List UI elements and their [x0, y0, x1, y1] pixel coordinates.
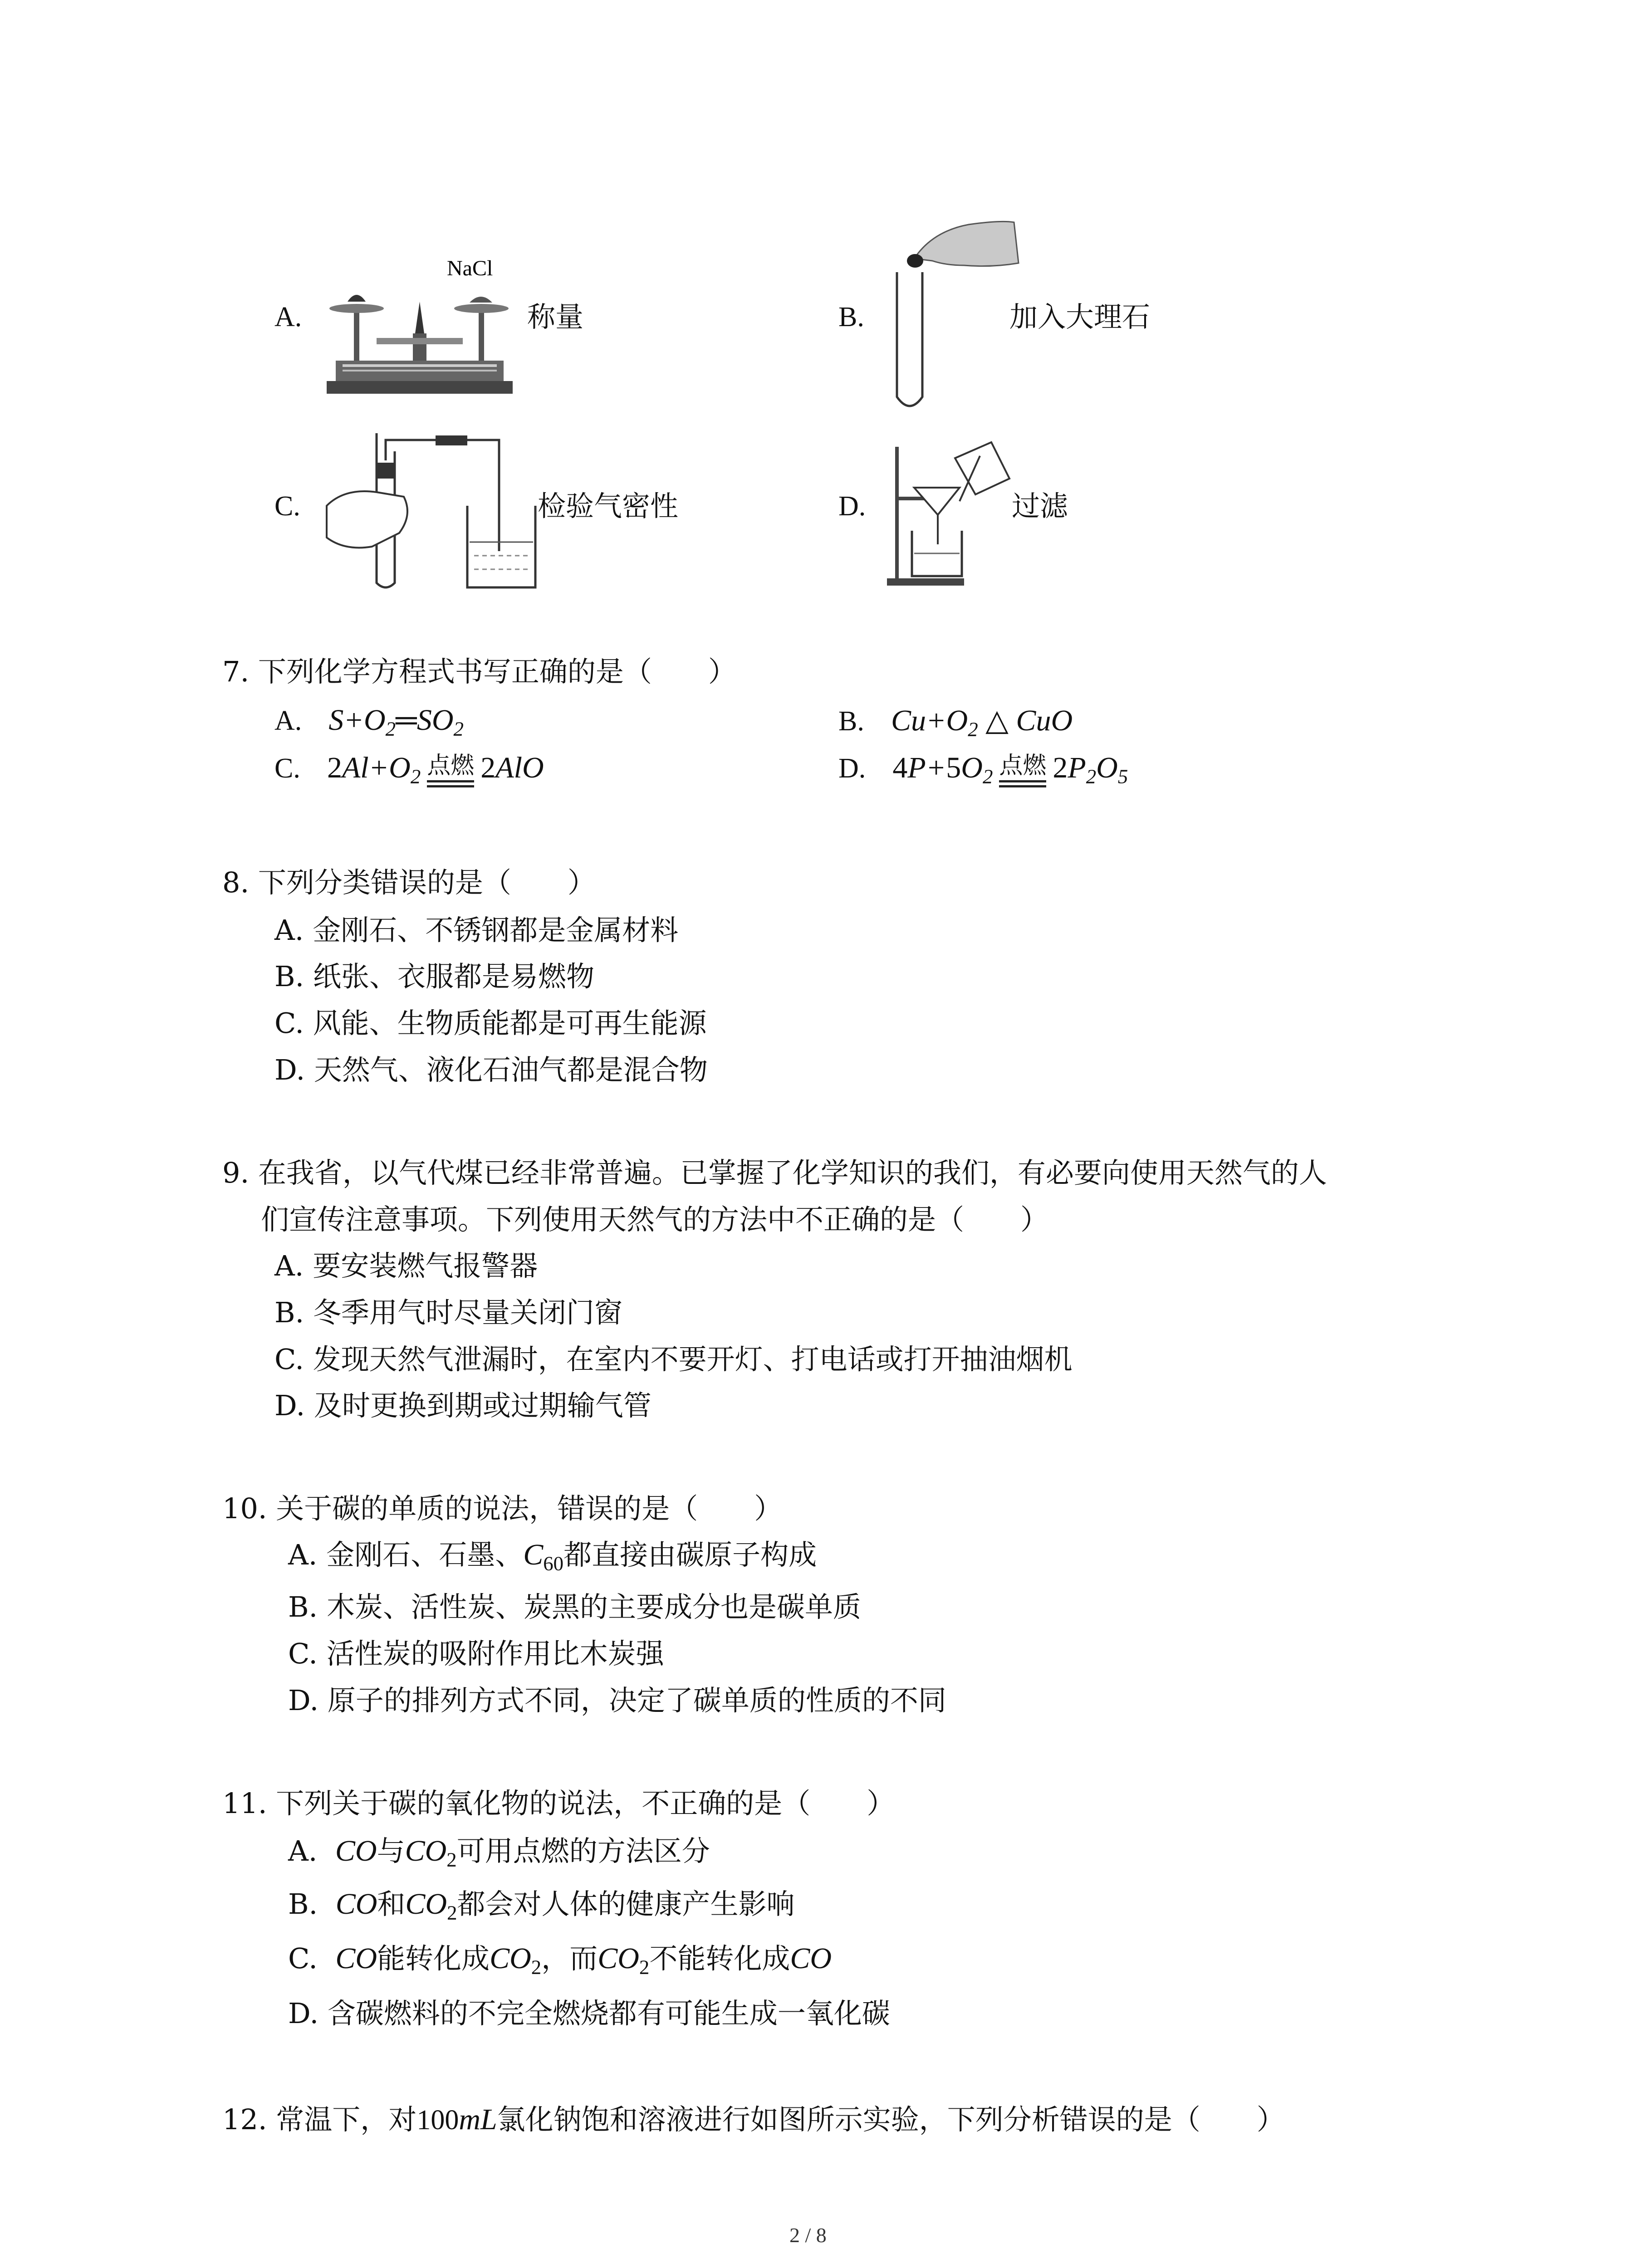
q6-option-b-label: 加入大理石: [1009, 300, 1151, 333]
q7-option-a: [274, 705, 464, 739]
q7-option-d-equation: $4P+5O_2$ 点燃 $2P_2O_5$: [892, 751, 1128, 788]
svg-text:NaCl: NaCl: [447, 256, 493, 280]
test-tube-marble-figure: [887, 215, 1023, 415]
q6-option-d-letter: D.: [838, 491, 866, 522]
q10-option-a: A. 金刚石、石墨、$C_{60}$都直接由碳原子构成: [288, 1538, 817, 1575]
q9-option-b: B. 冬季用气时尽量关闭门窗: [274, 1296, 622, 1329]
q7-option-b-letter: B.: [838, 706, 864, 737]
c60-formula: $C_{60}$: [523, 1538, 564, 1575]
airtightness-test-figure: [318, 433, 540, 592]
q11-option-a: A. CO与$CO_2$可用点燃的方法区分: [288, 1834, 710, 1871]
q7-option-d-letter: D.: [838, 753, 866, 784]
q7-stem: 7. 下列化学方程式书写正确的是（ ）: [222, 655, 736, 688]
q11-option-c: C. CO能转化成$CO_2$，而$CO_2$不能转化成CO: [288, 1942, 832, 1979]
q7-option-d: [838, 753, 1128, 787]
q6-option-a-letter: A.: [274, 302, 302, 332]
q9-option-c: C. 发现天然气泄漏时，在室内不要开灯、打电话或打开抽油烟机: [274, 1343, 1073, 1376]
q7-option-c-equation: $2Al+O_2$ 点燃 2AlO: [327, 751, 544, 788]
q7-option-b-equation: $Cu+O_2$ △ CuO: [891, 703, 1073, 741]
q12-stem: 12. 常温下，对100mL氯化钠饱和溶液进行如图所示实验，下列分析错误的是（ ）: [222, 2103, 1285, 2136]
q6-option-d-label: 过滤: [1012, 489, 1068, 523]
q10-option-c: C. 活性炭的吸附作用比木炭强: [288, 1637, 664, 1670]
q9-stem-line2: 们宣传注意事项。下列使用天然气的方法中不正确的是（ ）: [261, 1203, 1049, 1236]
q9-option-d: D. 及时更换到期或过期输气管: [274, 1389, 652, 1422]
ignite-condition: 点燃: [427, 754, 474, 787]
ignite-condition: 点燃: [999, 754, 1046, 787]
heat-condition: △: [985, 703, 1009, 738]
q10-option-d: D. 原子的排列方式不同，决定了碳单质的性质的不同: [288, 1684, 946, 1717]
balance-scale-figure: [322, 247, 517, 397]
q6-option-a-label: 称量: [527, 300, 584, 333]
q7-option-c: [274, 753, 544, 787]
q7-option-a-letter: A.: [274, 705, 302, 736]
q9-stem-line1: 9. 在我省，以气代煤已经非常普遍。已掌握了化学知识的我们，有必要向使用天然气的人: [222, 1156, 1327, 1189]
q6-option-c-letter: C.: [274, 491, 300, 522]
q7-option-a-equation: $S+O_2═SO_2$: [328, 704, 464, 740]
q8-stem: 8. 下列分类错误的是（ ）: [222, 866, 596, 899]
filtration-figure: [887, 438, 1023, 587]
q11-stem: 11. 下列关于碳的氧化物的说法，不正确的是（ ）: [222, 1787, 895, 1820]
q9-option-a: A. 要安装燃气报警器: [274, 1249, 538, 1282]
q6-option-c-label: 检验气密性: [538, 489, 679, 523]
q8-option-d: D. 天然气、液化石油气都是混合物: [274, 1053, 708, 1086]
q6-option-b-letter: B.: [838, 302, 864, 332]
q7-option-c-letter: C.: [274, 753, 300, 784]
page-number: 2 / 8: [789, 2224, 827, 2247]
q8-option-a: A. 金刚石、不锈钢都是金属材料: [274, 914, 679, 947]
q7-option-b: [838, 705, 1073, 739]
q8-option-c: C. 风能、生物质能都是可再生能源: [274, 1007, 707, 1040]
q11-option-b: B. CO和$CO_2$都会对人体的健康产生影响: [288, 1887, 795, 1924]
q10-option-b: B. 木炭、活性炭、炭黑的主要成分也是碳单质: [288, 1590, 861, 1623]
q8-option-b: B. 纸张、衣服都是易燃物: [274, 960, 594, 993]
q11-option-d: D. 含碳燃料的不完全燃烧都有可能生成一氧化碳: [288, 1997, 890, 2030]
q10-stem: 10. 关于碳的单质的说法，错误的是（ ）: [222, 1492, 783, 1525]
